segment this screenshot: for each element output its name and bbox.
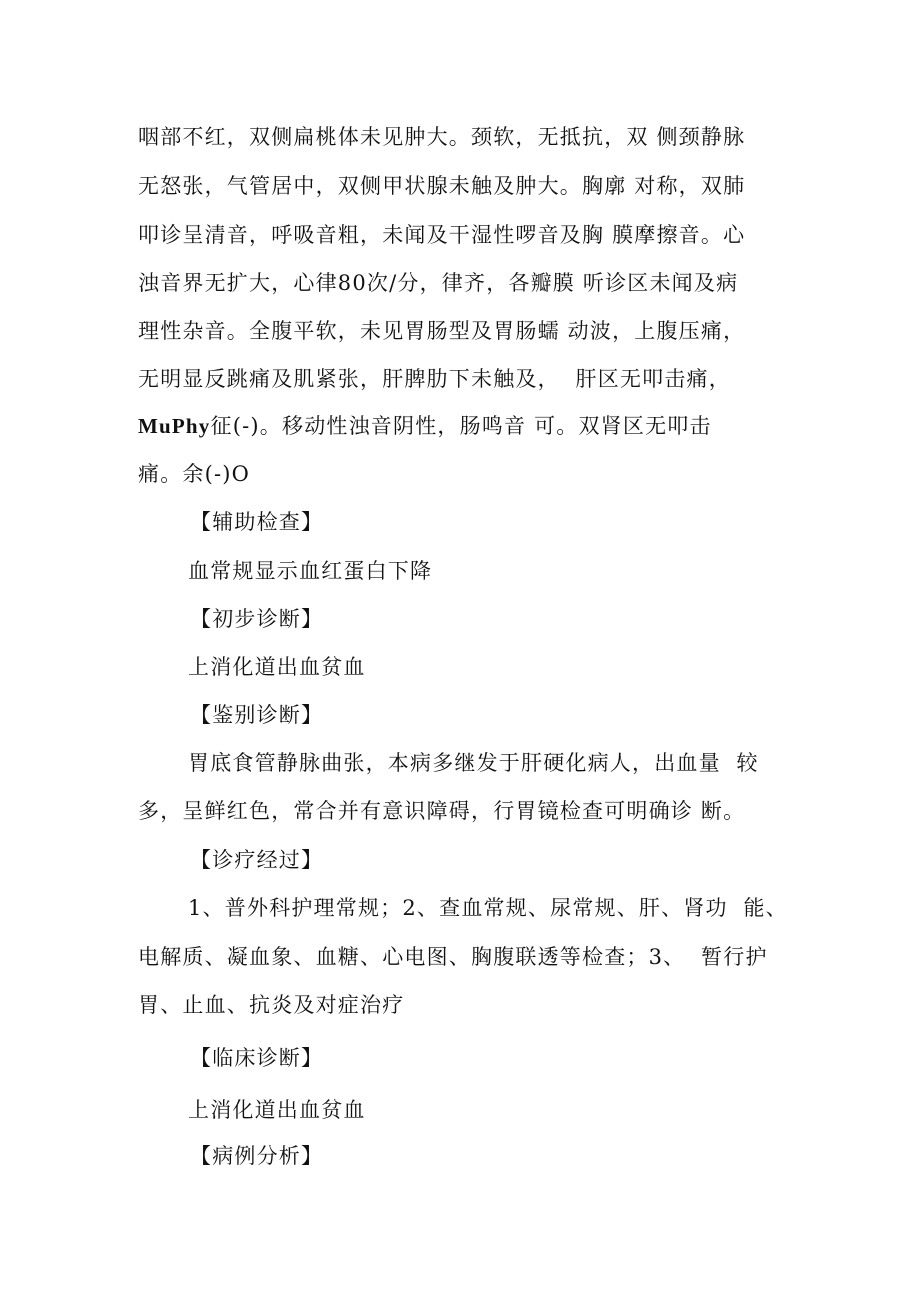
treatment-line-2: 电解质、凝血象、血糖、心电图、胸腹联透等检查；3、 暂行护 xyxy=(138,945,768,969)
exam-line-7: MuPhy征(-)。移动性浊音阴性，肠鸣音 可。双肾区无叩击 xyxy=(138,414,712,438)
exam-line-1: 咽部不红，双侧扁桃体未见肿大。颈软，无抵抗，双 侧颈静脉 xyxy=(138,125,746,149)
auxiliary-exam-heading: 【辅助检查】 xyxy=(190,510,324,534)
preliminary-diagnosis-heading: 【初步诊断】 xyxy=(190,607,324,631)
exam-line-2: 无怒张，气管居中，双侧甲状腺未触及肿大。胸廓 对称，双肺 xyxy=(138,174,746,198)
murphy-sign-term: MuPhy xyxy=(138,414,211,438)
treatment-line-3: 胃、止血、抗炎及对症治疗 xyxy=(138,993,405,1017)
exam-line-8: 痛。余(-)O xyxy=(138,462,251,486)
case-analysis-heading: 【病例分析】 xyxy=(190,1144,324,1168)
exam-line-4: 浊音界无扩大，心律80次/分，律齐，各瓣膜 听诊区未闻及病 xyxy=(138,271,739,295)
clinical-diagnosis-text: 上消化道出血贫血 xyxy=(188,1098,366,1122)
exam-line-3: 叩诊呈清音，呼吸音粗，未闻及干湿性啰音及胸 膜摩擦音。心 xyxy=(138,223,746,247)
exam-line-6: 无明显反跳痛及肌紧张，肝脾肋下未触及， 肝区无叩击痛， xyxy=(138,367,731,391)
differential-diagnosis-line-2: 多，呈鲜红色，常合并有意识障碍，行胃镜检查可明确诊 断。 xyxy=(138,799,746,823)
differential-diagnosis-line-1: 胃底食管静脉曲张，本病多继发于肝硬化病人，出血量 较 xyxy=(188,751,759,775)
auxiliary-exam-text: 血常规显示血红蛋白下降 xyxy=(188,559,433,583)
preliminary-diagnosis-text: 上消化道出血贫血 xyxy=(188,655,366,679)
clinical-diagnosis-heading: 【临床诊断】 xyxy=(190,1046,324,1070)
treatment-line-1: 1、普外科护理常规；2、查血常规、尿常规、肝、肾功 能、 xyxy=(188,896,788,920)
treatment-heading: 【诊疗经过】 xyxy=(190,848,324,872)
differential-diagnosis-heading: 【鉴别诊断】 xyxy=(190,703,324,727)
exam-line-5: 理性杂音。全腹平软，未见胃肠型及胃肠蠕 动波，上腹压痛， xyxy=(138,319,746,343)
